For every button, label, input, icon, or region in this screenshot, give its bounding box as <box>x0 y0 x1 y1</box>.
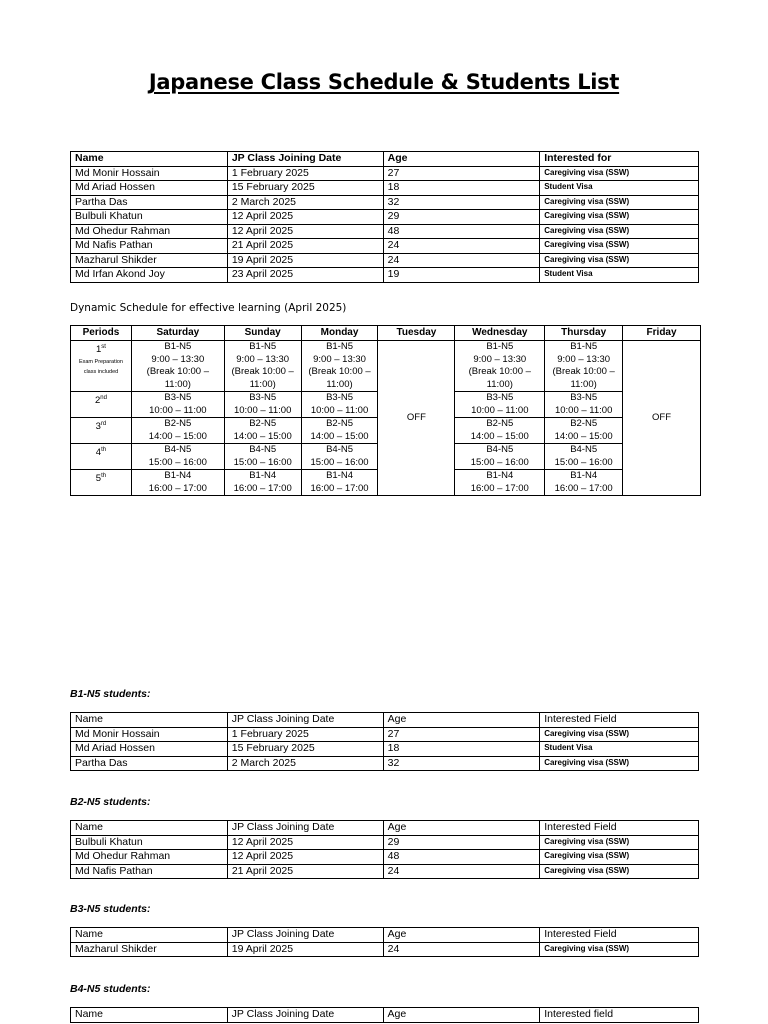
slot-time: 15:00 – 16:00 <box>470 456 529 468</box>
slot-batch: B1-N4 <box>570 470 598 481</box>
slot-wednesday-p2 <box>455 392 545 418</box>
slot-wednesday-p3 <box>455 418 545 444</box>
cell-date: 21 April 2025 <box>227 864 383 879</box>
slot-sunday-p2 <box>224 392 301 418</box>
slot-batch: B1-N4 <box>326 470 353 481</box>
cell-interest: Caregiving visa (SSW) <box>540 166 699 181</box>
col-header-age: Age <box>383 1008 540 1023</box>
slot-time: 9:00 – 13:30 <box>557 353 611 365</box>
cell-name: Md Ariad Hossen <box>71 181 228 196</box>
slot-batch: B1-N5 <box>326 341 353 352</box>
b3-students-table <box>70 927 699 957</box>
period-number: 3 <box>95 421 101 433</box>
slot-batch: B3-N5 <box>164 392 192 403</box>
period-number: 2 <box>94 395 101 407</box>
cell-interest: Caregiving visa (SSW) <box>540 850 699 865</box>
slot-saturday-p1 <box>131 341 224 392</box>
slot-time: 14:00 – 15:00 <box>310 430 369 442</box>
slot-batch: B2-N5 <box>249 418 277 429</box>
cell-age: 24 <box>383 253 540 268</box>
cell-date: 12 April 2025 <box>227 210 383 225</box>
col-header-age: Age <box>383 152 540 167</box>
slot-break: (Break 10:00 – <box>146 366 209 377</box>
slot-batch: B1-N4 <box>486 470 514 481</box>
slot-time: 10:00 – 11:00 <box>149 404 207 416</box>
table-row <box>71 195 699 210</box>
slot-thursday-p3 <box>545 418 623 444</box>
slot-time: 16:00 – 17:00 <box>310 482 369 494</box>
slot-time: 14:00 – 15:00 <box>470 430 529 442</box>
col-header-periods: Periods <box>71 326 132 341</box>
cell-age: 48 <box>383 224 540 239</box>
slot-thursday-p4 <box>545 444 623 470</box>
document-title: Japanese Class Schedule & Students List <box>148 70 620 94</box>
cell-interest: Caregiving visa (SSW) <box>540 756 699 771</box>
cell-date: 2 March 2025 <box>227 195 383 210</box>
slot-batch: B3-N5 <box>570 392 598 403</box>
col-header-joining-date: JP Class Joining Date <box>227 1008 383 1023</box>
col-header-wednesday: Wednesday <box>455 326 545 341</box>
col-header-interested: Interested for <box>540 152 699 167</box>
slot-break: 11:00) <box>326 378 353 390</box>
cell-age: 29 <box>383 210 540 225</box>
table-row <box>71 835 699 850</box>
cell-name: Md Nafis Pathan <box>71 239 228 254</box>
col-header-interested: Interested Field <box>540 713 699 728</box>
slot-break: (Break 10:00 – <box>308 366 371 377</box>
table-row <box>71 942 699 957</box>
col-header-age: Age <box>383 713 540 728</box>
schedule-caption: Dynamic Schedule for effective learning (April 2025) <box>70 302 347 314</box>
cell-name: Partha Das <box>71 756 228 771</box>
cell-date: 2 March 2025 <box>227 756 383 771</box>
cell-age: 24 <box>383 239 540 254</box>
table-row <box>71 756 699 771</box>
cell-age: 18 <box>383 181 540 196</box>
table-header-row <box>71 1008 699 1023</box>
slot-wednesday-p5 <box>455 470 545 496</box>
col-header-monday: Monday <box>301 326 378 341</box>
col-header-name: Name <box>71 152 228 167</box>
slot-time: 16:00 – 17:00 <box>470 482 529 494</box>
cell-date: 15 February 2025 <box>227 181 383 196</box>
cell-name: Md Ohedur Rahman <box>71 850 228 865</box>
slot-sunday-p4 <box>224 444 301 470</box>
slot-monday-p5 <box>301 470 378 496</box>
table-row <box>71 850 699 865</box>
slot-monday-p2 <box>301 392 378 418</box>
slot-batch: B4-N5 <box>164 444 192 455</box>
slot-monday-p3 <box>301 418 378 444</box>
period-2-label <box>71 392 132 418</box>
slot-saturday-p3 <box>131 418 224 444</box>
col-header-age: Age <box>383 928 540 943</box>
slot-batch: B4-N5 <box>570 444 598 455</box>
slot-time: 14:00 – 15:00 <box>148 430 207 442</box>
slot-batch: B1-N5 <box>486 341 514 352</box>
period-1-label <box>71 341 132 392</box>
cell-interest: Caregiving visa (SSW) <box>540 253 699 268</box>
slot-time: 15:00 – 16:00 <box>233 456 292 468</box>
cell-interest: Caregiving visa (SSW) <box>540 727 699 742</box>
cell-date: 15 February 2025 <box>227 742 383 757</box>
cell-name: Bulbuli Khatun <box>71 835 228 850</box>
cell-age: 27 <box>383 727 540 742</box>
slot-time: 16:00 – 17:00 <box>554 482 613 494</box>
slot-monday-p4 <box>301 444 378 470</box>
slot-batch: B1-N5 <box>164 341 192 352</box>
slot-time: 9:00 – 13:30 <box>473 353 527 365</box>
slot-time: 10:00 – 11:00 <box>471 404 529 416</box>
period-4-label <box>71 444 132 470</box>
period-suffix: st <box>101 344 106 350</box>
col-header-saturday: Saturday <box>131 326 224 341</box>
cell-name: Mazharul Shikder <box>71 942 228 957</box>
friday-off-cell: OFF <box>623 341 701 496</box>
slot-wednesday-p4 <box>455 444 545 470</box>
slot-break: 11:00) <box>164 378 191 390</box>
cell-date: 12 April 2025 <box>227 850 383 865</box>
cell-age: 19 <box>383 268 540 283</box>
cell-interest: Student Visa <box>540 181 699 196</box>
period-suffix: rd <box>100 421 107 427</box>
slot-time: 9:00 – 13:30 <box>236 353 290 365</box>
slot-break: 11:00) <box>486 378 513 390</box>
cell-interest: Caregiving visa (SSW) <box>540 864 699 879</box>
slot-batch: B4-N5 <box>486 444 514 455</box>
cell-age: 27 <box>383 166 540 181</box>
col-header-name: Name <box>71 1008 228 1023</box>
schedule-row-period-1 <box>71 341 701 392</box>
slot-batch: B1-N5 <box>570 341 598 352</box>
slot-thursday-p5 <box>545 470 623 496</box>
slot-break: (Break 10:00 – <box>468 366 531 377</box>
table-row <box>71 253 699 268</box>
slot-batch: B4-N5 <box>249 444 277 455</box>
slot-sunday-p1 <box>224 341 301 392</box>
cell-date: 21 April 2025 <box>227 239 383 254</box>
cell-interest: Caregiving visa (SSW) <box>540 195 699 210</box>
period-suffix: nd <box>100 395 107 401</box>
cell-name: Md Irfan Akond Joy <box>71 268 228 283</box>
period-note: Exam Preparation <box>78 358 123 365</box>
slot-time: 9:00 – 13:30 <box>151 353 205 365</box>
col-header-tuesday: Tuesday <box>378 326 455 341</box>
slot-time: 14:00 – 15:00 <box>233 430 292 442</box>
col-header-joining-date: JP Class Joining Date <box>227 821 383 836</box>
col-header-sunday: Sunday <box>224 326 301 341</box>
cell-interest: Caregiving visa (SSW) <box>540 210 699 225</box>
schedule-header-row <box>71 326 701 341</box>
slot-time: 16:00 – 17:00 <box>233 482 292 494</box>
table-header-row <box>71 821 699 836</box>
slot-time: 15:00 – 16:00 <box>148 456 207 468</box>
cell-age: 32 <box>383 756 540 771</box>
cell-date: 19 April 2025 <box>227 253 383 268</box>
cell-name: Partha Das <box>71 195 228 210</box>
col-header-joining-date: JP Class Joining Date <box>227 152 383 167</box>
students-table <box>70 151 699 283</box>
table-row <box>71 224 699 239</box>
col-header-name: Name <box>71 928 228 943</box>
cell-interest: Caregiving visa (SSW) <box>540 942 699 957</box>
cell-date: 1 February 2025 <box>227 166 383 181</box>
table-row <box>71 210 699 225</box>
b2-section-label: B2-N5 students: <box>70 796 151 808</box>
cell-age: 29 <box>383 835 540 850</box>
slot-monday-p1 <box>301 341 378 392</box>
slot-batch: B3-N5 <box>326 392 353 403</box>
slot-batch: B2-N5 <box>570 418 598 429</box>
col-header-interested: Interested field <box>540 1008 699 1023</box>
slot-time: 10:00 – 11:00 <box>233 404 292 416</box>
slot-saturday-p2 <box>131 392 224 418</box>
slot-batch: B2-N5 <box>486 418 514 429</box>
slot-thursday-p2 <box>545 392 623 418</box>
b2-students-table <box>70 820 699 879</box>
slot-batch: B1-N4 <box>249 470 277 481</box>
slot-break: (Break 10:00 – <box>231 366 294 377</box>
slot-saturday-p5 <box>131 470 224 496</box>
cell-interest: Caregiving visa (SSW) <box>540 835 699 850</box>
col-header-age: Age <box>383 821 540 836</box>
period-number: 1 <box>95 344 102 356</box>
col-header-thursday: Thursday <box>545 326 623 341</box>
b4-section-label: B4-N5 students: <box>70 983 151 995</box>
cell-name: Bulbuli Khatun <box>71 210 228 225</box>
table-header-row <box>71 713 699 728</box>
slot-batch: B2-N5 <box>326 418 353 429</box>
cell-date: 23 April 2025 <box>227 268 383 283</box>
slot-saturday-p4 <box>131 444 224 470</box>
cell-name: Md Ariad Hossen <box>71 742 228 757</box>
slot-time: 10:00 – 11:00 <box>554 404 613 416</box>
cell-interest: Student Visa <box>540 742 699 757</box>
col-header-name: Name <box>71 821 228 836</box>
slot-wednesday-p1 <box>455 341 545 392</box>
cell-interest: Student Visa <box>540 268 699 283</box>
table-row <box>71 864 699 879</box>
col-header-friday: Friday <box>623 326 701 341</box>
b3-section-label: B3-N5 students: <box>70 903 151 915</box>
period-suffix: th <box>101 473 107 479</box>
slot-batch: B1-N5 <box>249 341 277 352</box>
period-5-label <box>71 470 132 496</box>
cell-name: Md Nafis Pathan <box>71 864 228 879</box>
cell-name: Md Ohedur Rahman <box>71 224 228 239</box>
cell-age: 48 <box>383 850 540 865</box>
slot-batch: B2-N5 <box>164 418 192 429</box>
period-note: class included <box>83 368 119 375</box>
col-header-joining-date: JP Class Joining Date <box>227 713 383 728</box>
table-row <box>71 727 699 742</box>
table-row <box>71 239 699 254</box>
cell-name: Mazharul Shikder <box>71 253 228 268</box>
tuesday-off-cell: OFF <box>378 341 455 496</box>
cell-interest: Caregiving visa (SSW) <box>540 224 699 239</box>
period-number: 5 <box>95 473 102 485</box>
period-3-label <box>71 418 132 444</box>
slot-time: 14:00 – 15:00 <box>554 430 613 442</box>
b1-students-table <box>70 712 699 771</box>
slot-thursday-p1 <box>545 341 623 392</box>
b1-section-label: B1-N5 students: <box>70 688 151 700</box>
col-header-joining-date: JP Class Joining Date <box>227 928 383 943</box>
slot-time: 15:00 – 16:00 <box>554 456 613 468</box>
cell-date: 12 April 2025 <box>227 224 383 239</box>
slot-batch: B4-N5 <box>326 444 353 455</box>
slot-time: 9:00 – 13:30 <box>313 353 366 365</box>
slot-break: 11:00) <box>249 378 276 390</box>
slot-batch: B3-N5 <box>249 392 277 403</box>
col-header-interested: Interested Field <box>540 821 699 836</box>
col-header-name: Name <box>71 713 228 728</box>
cell-name: Md Monir Hossain <box>71 166 228 181</box>
cell-age: 24 <box>383 942 540 957</box>
period-suffix: th <box>101 447 107 453</box>
cell-name: Md Monir Hossain <box>71 727 228 742</box>
cell-age: 24 <box>383 864 540 879</box>
table-row <box>71 268 699 283</box>
cell-date: 12 April 2025 <box>227 835 383 850</box>
slot-time: 15:00 – 16:00 <box>310 456 369 468</box>
table-header-row <box>71 928 699 943</box>
table-row <box>71 181 699 196</box>
cell-age: 18 <box>383 742 540 757</box>
table-row <box>71 742 699 757</box>
table-row <box>71 166 699 181</box>
cell-date: 19 April 2025 <box>227 942 383 957</box>
table-header-row <box>71 152 699 167</box>
slot-time: 10:00 – 11:00 <box>310 404 369 416</box>
slot-sunday-p3 <box>224 418 301 444</box>
slot-break: 11:00) <box>570 378 597 390</box>
b4-students-table <box>70 1007 699 1023</box>
col-header-interested: Interested Field <box>540 928 699 943</box>
cell-interest: Caregiving visa (SSW) <box>540 239 699 254</box>
slot-batch: B1-N4 <box>164 470 192 481</box>
cell-date: 1 February 2025 <box>227 727 383 742</box>
cell-age: 32 <box>383 195 540 210</box>
slot-break: (Break 10:00 – <box>552 366 615 377</box>
period-number: 4 <box>95 447 102 459</box>
slot-sunday-p5 <box>224 470 301 496</box>
slot-batch: B3-N5 <box>486 392 514 403</box>
weekly-schedule-table <box>70 325 701 496</box>
slot-time: 16:00 – 17:00 <box>148 482 207 494</box>
